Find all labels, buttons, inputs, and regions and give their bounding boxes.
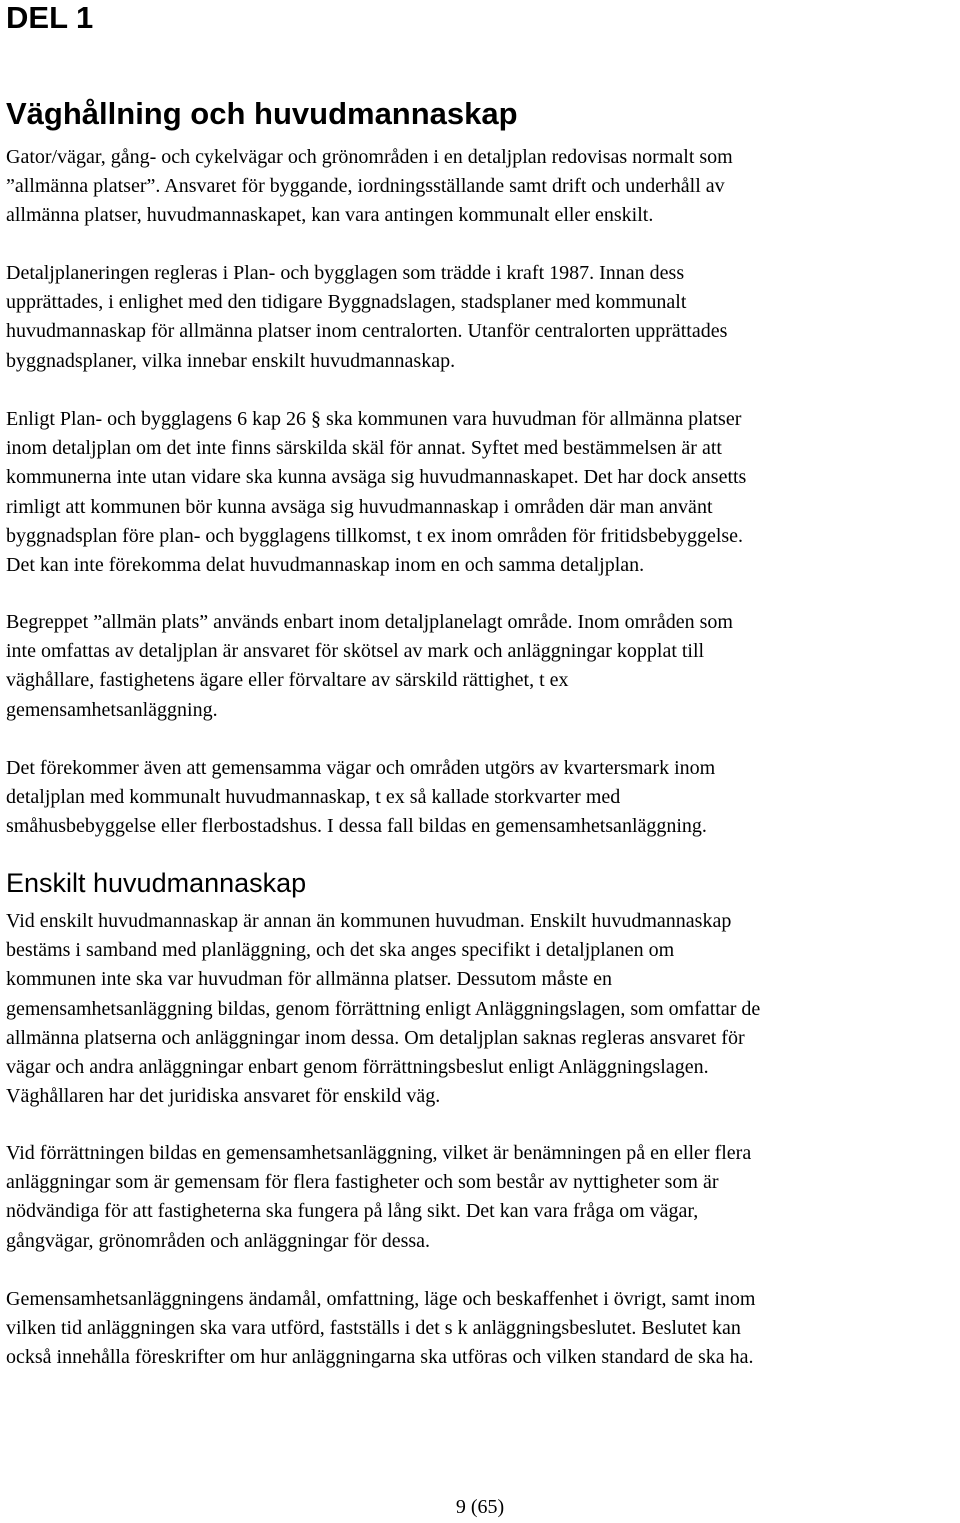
paragraph-line: gemensamhetsanläggning bildas, genom förrättning enligt Anläggningslagen, som omfattar de [6, 997, 761, 1020]
paragraph-line: småhusbebyggelse eller flerbostadshus. I dessa fall bildas en gemensamhetsanläggning. [6, 815, 707, 838]
paragraph-2 [6, 259, 958, 376]
paragraph-line: Gator/vägar, gång- och cykelvägar och grönområden i en detaljplan redovisas normalt som [6, 146, 733, 168]
paragraph-line: Det kan inte förekomma delat huvudmannaskap inom en och samma detaljplan. [6, 554, 645, 577]
part-heading: DEL 1 [6, 0, 94, 35]
paragraph-line: Enligt Plan- och bygglagens 6 kap 26 § ska kommunen vara huvudman för allmänna platser [6, 408, 742, 430]
paragraph-5 [6, 754, 958, 842]
sub-paragraph-2 [6, 1139, 958, 1256]
paragraph-line: inom detaljplan om det inte finns särskilda skäl för annat. Syftet med bestämmelsen är att [6, 437, 722, 460]
paragraph-line: Väghållaren har det juridiska ansvaret för enskild väg. [6, 1085, 441, 1108]
paragraph-line: allmänna platserna och anläggningar inom dessa. Om detaljplan saknas regleras ansvaret för [6, 1026, 745, 1049]
paragraph-line: Vid förrättningen bildas en gemensamhetsanläggning, vilket är benämningen på en eller flera [6, 1142, 752, 1164]
paragraph-line: byggnadsplaner, vilka innebar enskilt huvudmannaskap. [6, 349, 456, 372]
paragraph-line: Det förekommer även att gemensamma vägar och områden utgörs av kvartersmark inom [6, 757, 716, 779]
paragraph-line: upprättades, i enlighet med den tidigare Byggnadslagen, stadsplaner med kommunalt [6, 291, 687, 314]
paragraph-line: gemensamhetsanläggning. [6, 698, 218, 721]
paragraph-line: vägar och andra anläggningar enbart genom förrättningsbeslut enligt Anläggningslagen. [6, 1056, 709, 1079]
paragraph-line: huvudmannaskap för allmänna platser inom centralorten. Utanför centralorten upprättades [6, 320, 728, 343]
paragraph-line: nödvändiga för att fastigheterna ska fungera på lång sikt. Det kan vara fråga om vägar, [6, 1200, 699, 1223]
paragraph-3 [6, 405, 958, 580]
paragraph-line: allmänna platser, huvudmannaskapet, kan vara antingen kommunalt eller enskilt. [6, 204, 654, 227]
paragraph-line: rimligt att kommunen bör kunna avsäga sig huvudmannaskap i områden där man använt [6, 495, 713, 518]
paragraph-line: ”allmänna platser”. Ansvaret för byggande, iordningsställande samt drift och underhåll av [6, 175, 725, 198]
paragraph-line: Detaljplaneringen regleras i Plan- och bygglagen som trädde i kraft 1987. Innan dess [6, 262, 685, 284]
paragraph-line: bestäms i samband med planläggning, och det ska anges specifikt i detaljplanen om [6, 939, 675, 962]
sub-paragraph-3 [6, 1285, 958, 1373]
paragraph-line: kommunen inte ska var huvudman för allmänna platser. Dessutom måste en [6, 968, 612, 991]
paragraph-line: byggnadsplan före plan- och bygglagens tillkomst, t ex inom områden för fritidsbebyggelse. [6, 524, 744, 547]
page-number: 9 (65) [455, 1496, 505, 1518]
paragraph-line: vilken tid anläggningen ska vara utförd, fastställs i det s k anläggningsbeslutet. Beslutet kan [6, 1317, 741, 1340]
paragraph-line: väghållare, fastighetens ägare eller förvaltare av särskild rättighet, t ex [6, 669, 569, 692]
paragraph-4 [6, 608, 958, 725]
paragraph-line: detaljplan med kommunalt huvudmannaskap, t ex så kallade storkvarter med [6, 786, 621, 809]
sub-paragraph-1 [6, 907, 958, 1111]
subsection-title: Enskilt huvudmannaskap [6, 868, 307, 898]
section-title: Väghållning och huvudmannaskap [6, 96, 518, 131]
paragraph-line: kommunerna inte utan vidare ska kunna avsäga sig huvudmannaskapet. Det har dock ansetts [6, 466, 747, 489]
paragraph-line: Vid enskilt huvudmannaskap är annan än kommunen huvudman. Enskilt huvudmannaskap [6, 910, 732, 932]
paragraph-line: gångvägar, grönområden och anläggningar för dessa. [6, 1229, 431, 1252]
paragraph-line: Begreppet ”allmän plats” används enbart inom detaljplanelagt område. Inom områden som [6, 611, 733, 633]
paragraph-1 [6, 143, 958, 231]
paragraph-line: anläggningar som är gemensam för flera fastigheter och som består av nyttigheter som är [6, 1171, 719, 1194]
paragraph-line: inte omfattas av detaljplan är ansvaret för skötsel av mark och anläggningar kopplat till [6, 640, 705, 663]
paragraph-line: också innehålla föreskrifter om hur anläggningarna ska utföras och vilken standard de ska ha. [6, 1346, 754, 1369]
paragraph-line: Gemensamhetsanläggningens ändamål, omfattning, läge och beskaffenhet i övrigt, samt inom [6, 1288, 756, 1310]
